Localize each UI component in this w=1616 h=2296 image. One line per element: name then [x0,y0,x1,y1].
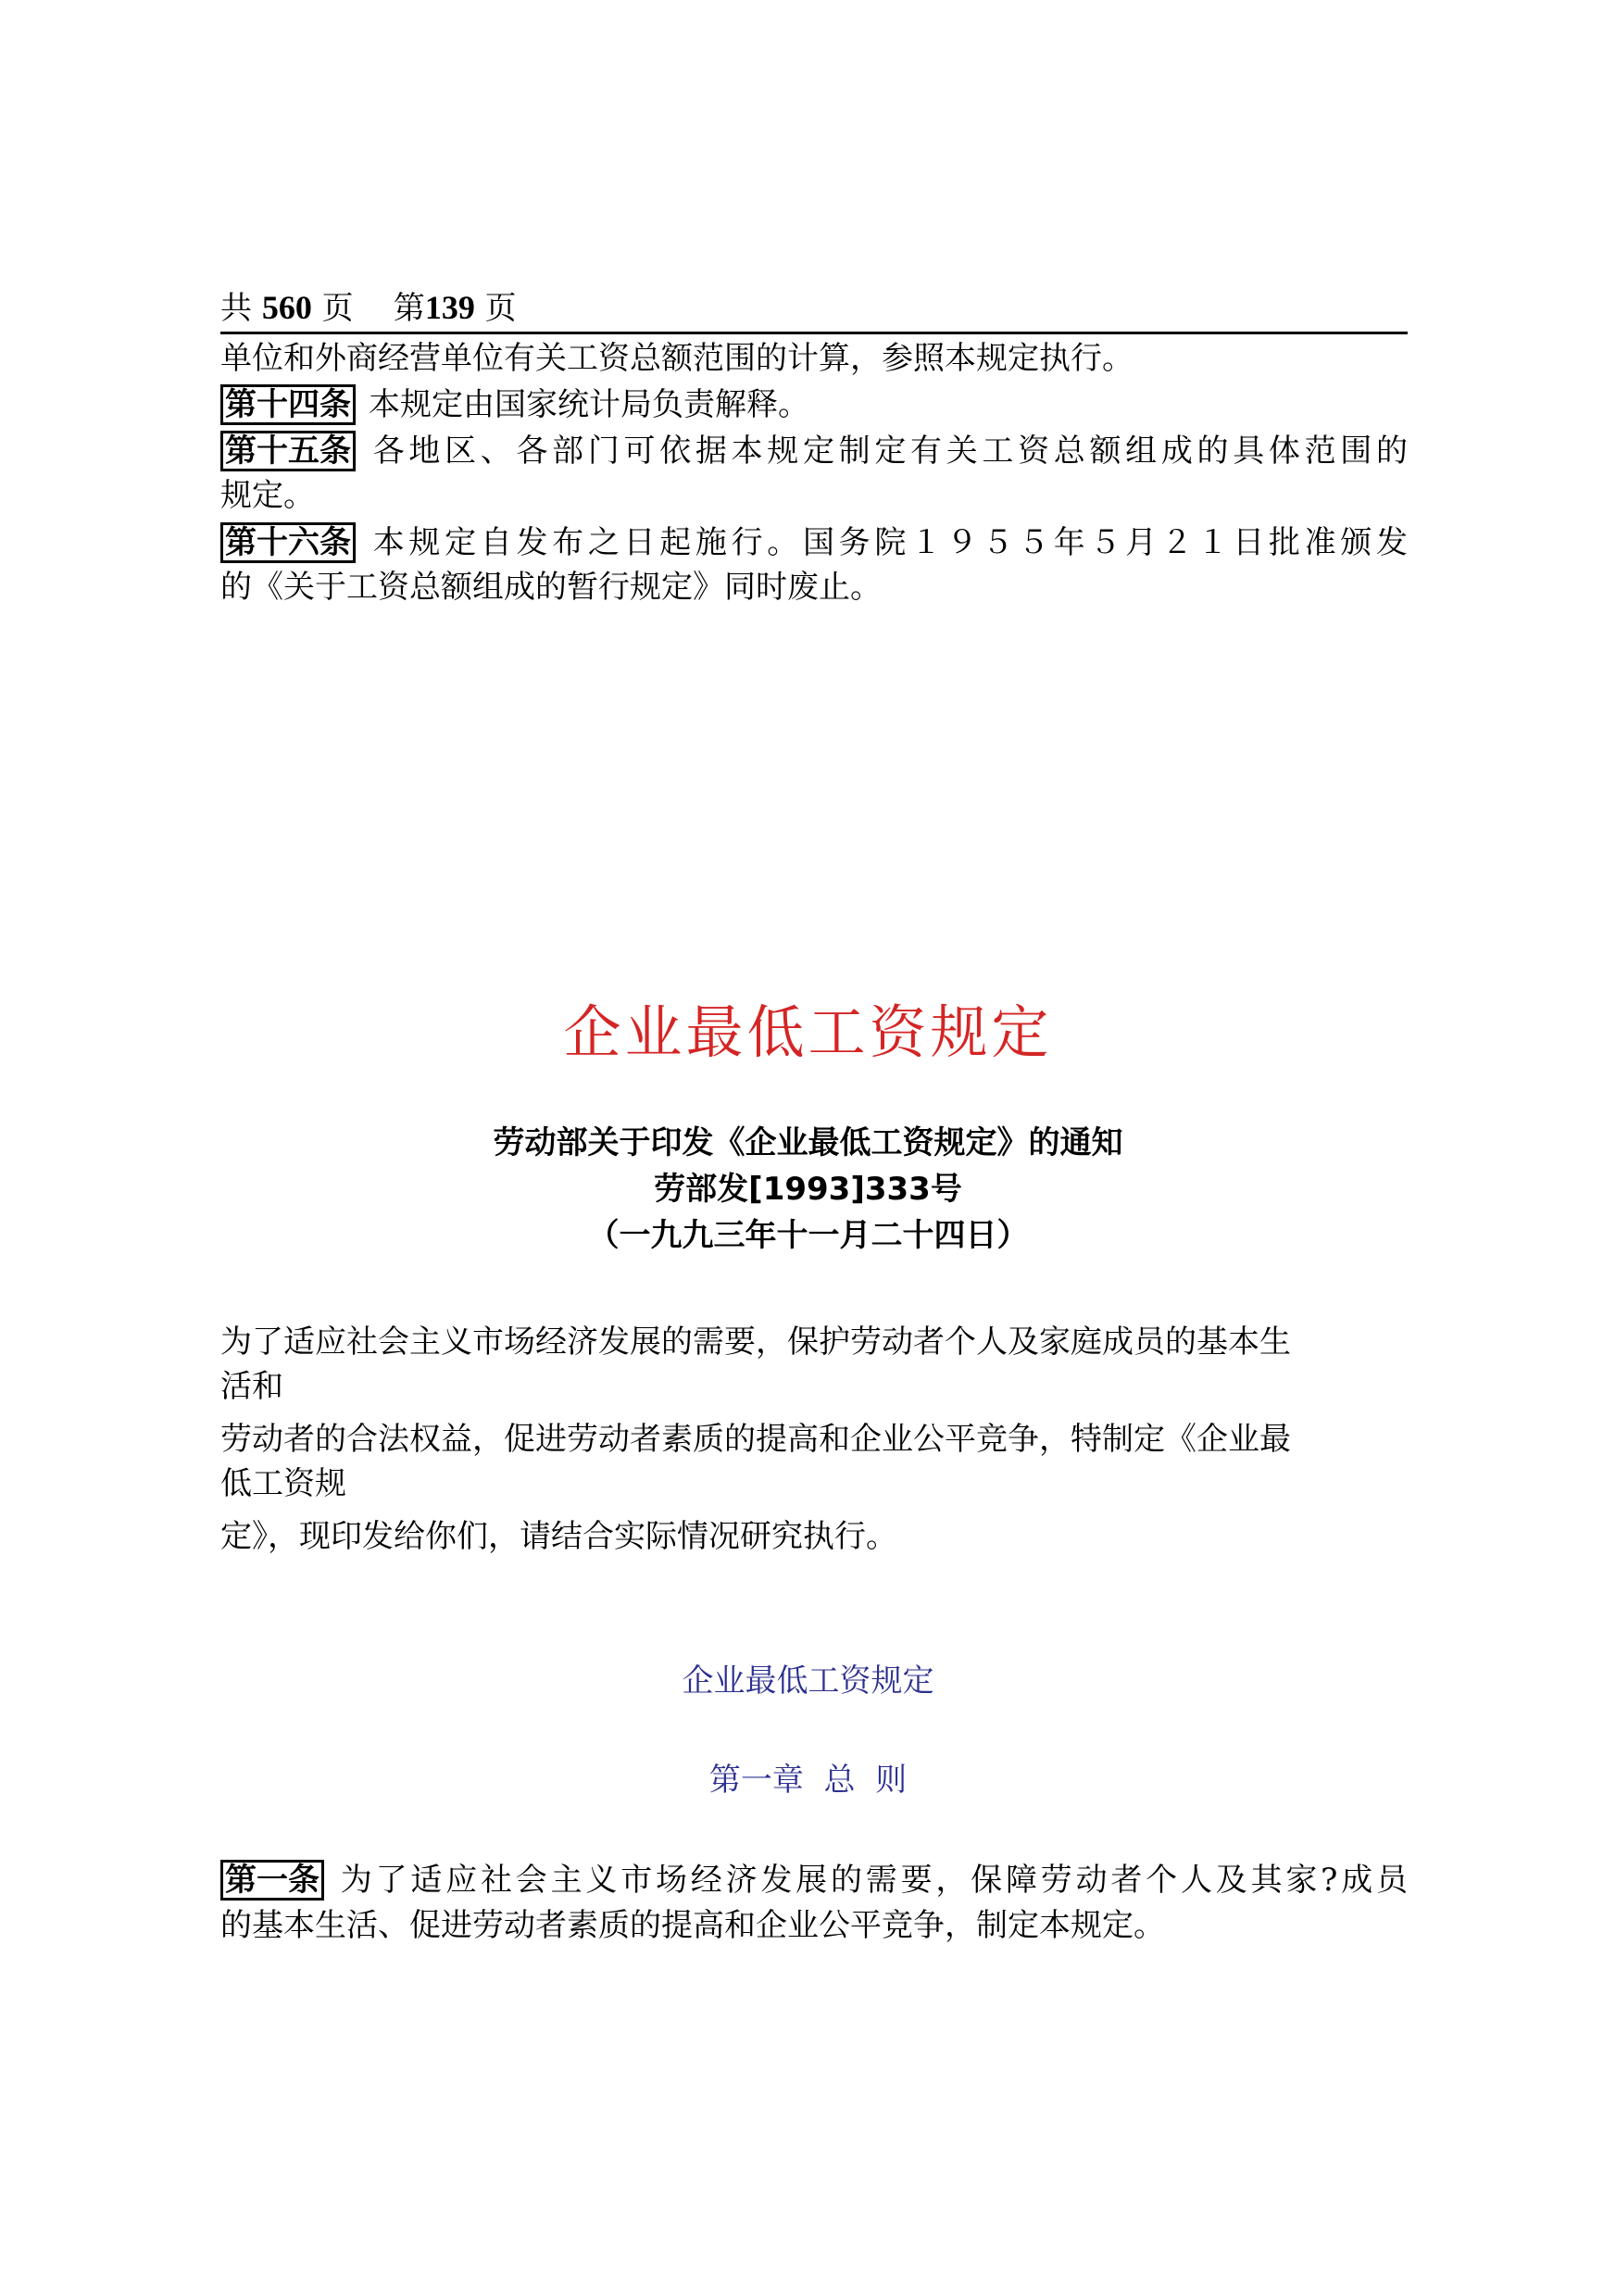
article-1 [220,1860,1408,1901]
document-number: 劳部发[1993]333号 [654,1171,962,1208]
intro-line-2: 活和 [220,1368,283,1405]
current-prefix: 第 [393,290,425,327]
continuation-line: 单位和外商经营单位有关工资总额范围的计算，参照本规定执行。 [220,340,1134,377]
article-1-text-1: 为了适应社会主义市场经济发展的需要，保障劳动者个人及其家?成员 [337,1862,1408,1899]
regulation-title: 企业最低工资规定 [682,1662,934,1700]
article-15-text-2: 规定。 [220,477,315,514]
article-15-text-1: 各地区、各部门可依据本规定制定有关工资总额组成的具体范围的 [369,433,1408,470]
article-16 [220,522,1408,563]
intro-line-4: 低工资规 [220,1465,346,1502]
article-15-label: 第十五条 [220,431,356,471]
chapter-title: 第一章 总 则 [708,1762,908,1799]
document-date: （一九九三年十一月二十四日） [587,1217,1029,1254]
article-16-text-2: 的《关于工资总额组成的暂行规定》同时废止。 [220,569,882,606]
article-16-text-1: 本规定自发布之日起施行。国务院１９５５年５月２１日批准颁发 [369,524,1408,561]
article-14 [220,384,1408,425]
total-prefix: 共 [220,290,252,327]
article-15 [220,431,1408,471]
current-page: 139 [424,289,475,326]
intro-line-3: 劳动者的合法权益，促进劳动者素质的提高和企业公平竞争，特制定《企业最 [220,1421,1291,1458]
article-1-label: 第一条 [220,1860,324,1901]
intro-line-5: 定》，现印发给你们，请结合实际情况研究执行。 [220,1518,897,1555]
total-suffix: 页 [321,290,354,327]
article-14-label: 第十四条 [220,384,356,425]
page-header [220,287,1408,334]
article-1-text-2: 的基本生活、促进劳动者素质的提高和企业公平竞争，制定本规定。 [220,1907,1165,1944]
notice-title: 劳动部关于印发《企业最低工资规定》的通知 [493,1124,1123,1161]
article-14-text: 本规定由国家统计局负责解释。 [369,386,809,423]
article-16-label: 第十六条 [220,522,356,563]
total-pages: 560 [261,289,312,326]
current-suffix: 页 [484,290,517,327]
document-title: 企业最低工资规定 [563,998,1053,1066]
intro-line-1: 为了适应社会主义市场经济发展的需要，保护劳动者个人及家庭成员的基本生 [220,1324,1291,1361]
